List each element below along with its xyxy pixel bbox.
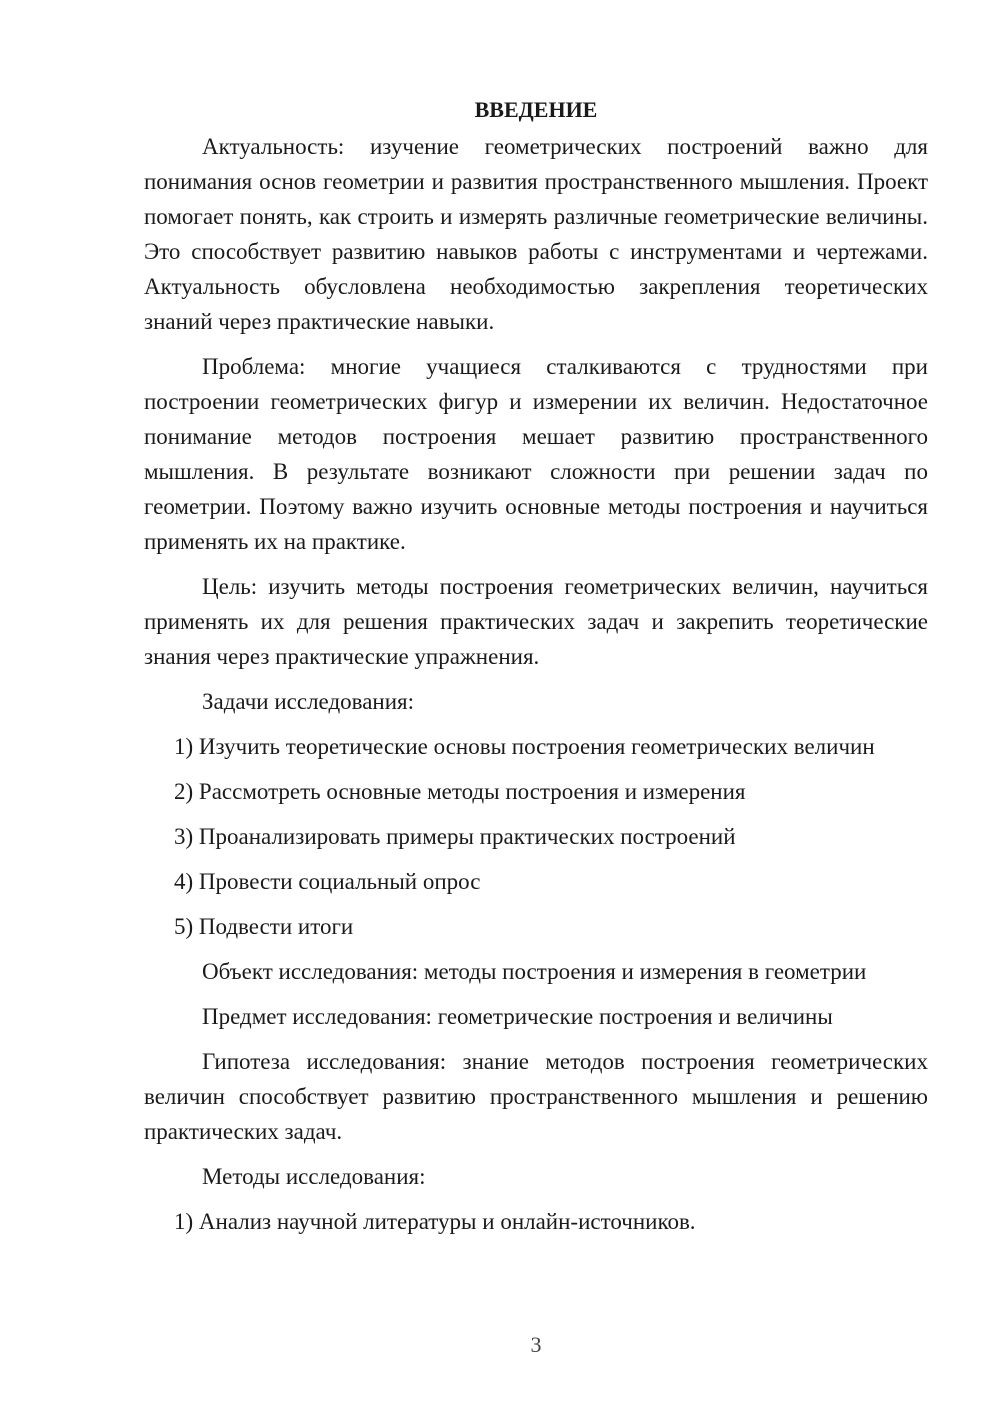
problem-paragraph: Проблема: многие учащиеся сталкиваются с трудностями при построении геометрических фигур и измерении их величин. Недостаточное понимание методов построения мешает развитию пространственного мышления. В результате возникают сложности при решении задач по геометрии. Поэтому важно изучить основные методы построения и научиться применять их на практике. xyxy=(144,354,928,554)
task-item-3: 3) Проанализировать примеры практических построений xyxy=(174,824,736,849)
task-item-5: 5) Подвести итоги xyxy=(174,914,354,939)
methods-list xyxy=(144,1204,928,1239)
methods-heading: Методы исследования: xyxy=(202,1164,426,1189)
task-item-2: 2) Рассмотреть основные методы построения и измерения xyxy=(174,779,746,804)
tasks-list xyxy=(144,729,928,944)
object-line: Объект исследования: методы построения и измерения в геометрии xyxy=(202,959,867,984)
hypothesis-paragraph: Гипотеза исследования: знание методов построения геометрических величин способствует развитию пространственного мышления и решению практических задач. xyxy=(144,1049,928,1144)
method-item-1: 1) Анализ научной литературы и онлайн-источников. xyxy=(174,1209,696,1234)
section-title: ВВЕДЕНИЕ xyxy=(474,97,598,122)
subject-line: Предмет исследования: геометрические построения и величины xyxy=(202,1004,833,1029)
goal-paragraph: Цель: изучить методы построения геометрических величин, научиться применять их для решения практических задач и закрепить теоретические знания через практические упражнения. xyxy=(144,574,928,669)
task-item-4: 4) Провести социальный опрос xyxy=(174,869,481,894)
page-number: 3 xyxy=(530,1332,542,1357)
tasks-heading: Задачи исследования: xyxy=(202,689,415,714)
relevance-paragraph: Актуальность: изучение геометрических построений важно для понимания основ геометрии и развития пространственного мышления. Проект помогает понять, как строить и измерять различные геометрические величины. Это способствует развитию навыков работы с инструментами и чертежами. Актуальность обусловлена необходимостью закрепления теоретических знаний через практические навыки. xyxy=(144,134,928,334)
page-content xyxy=(144,92,928,1249)
task-item-1: 1) Изучить теоретические основы построения геометрических величин xyxy=(174,734,875,759)
